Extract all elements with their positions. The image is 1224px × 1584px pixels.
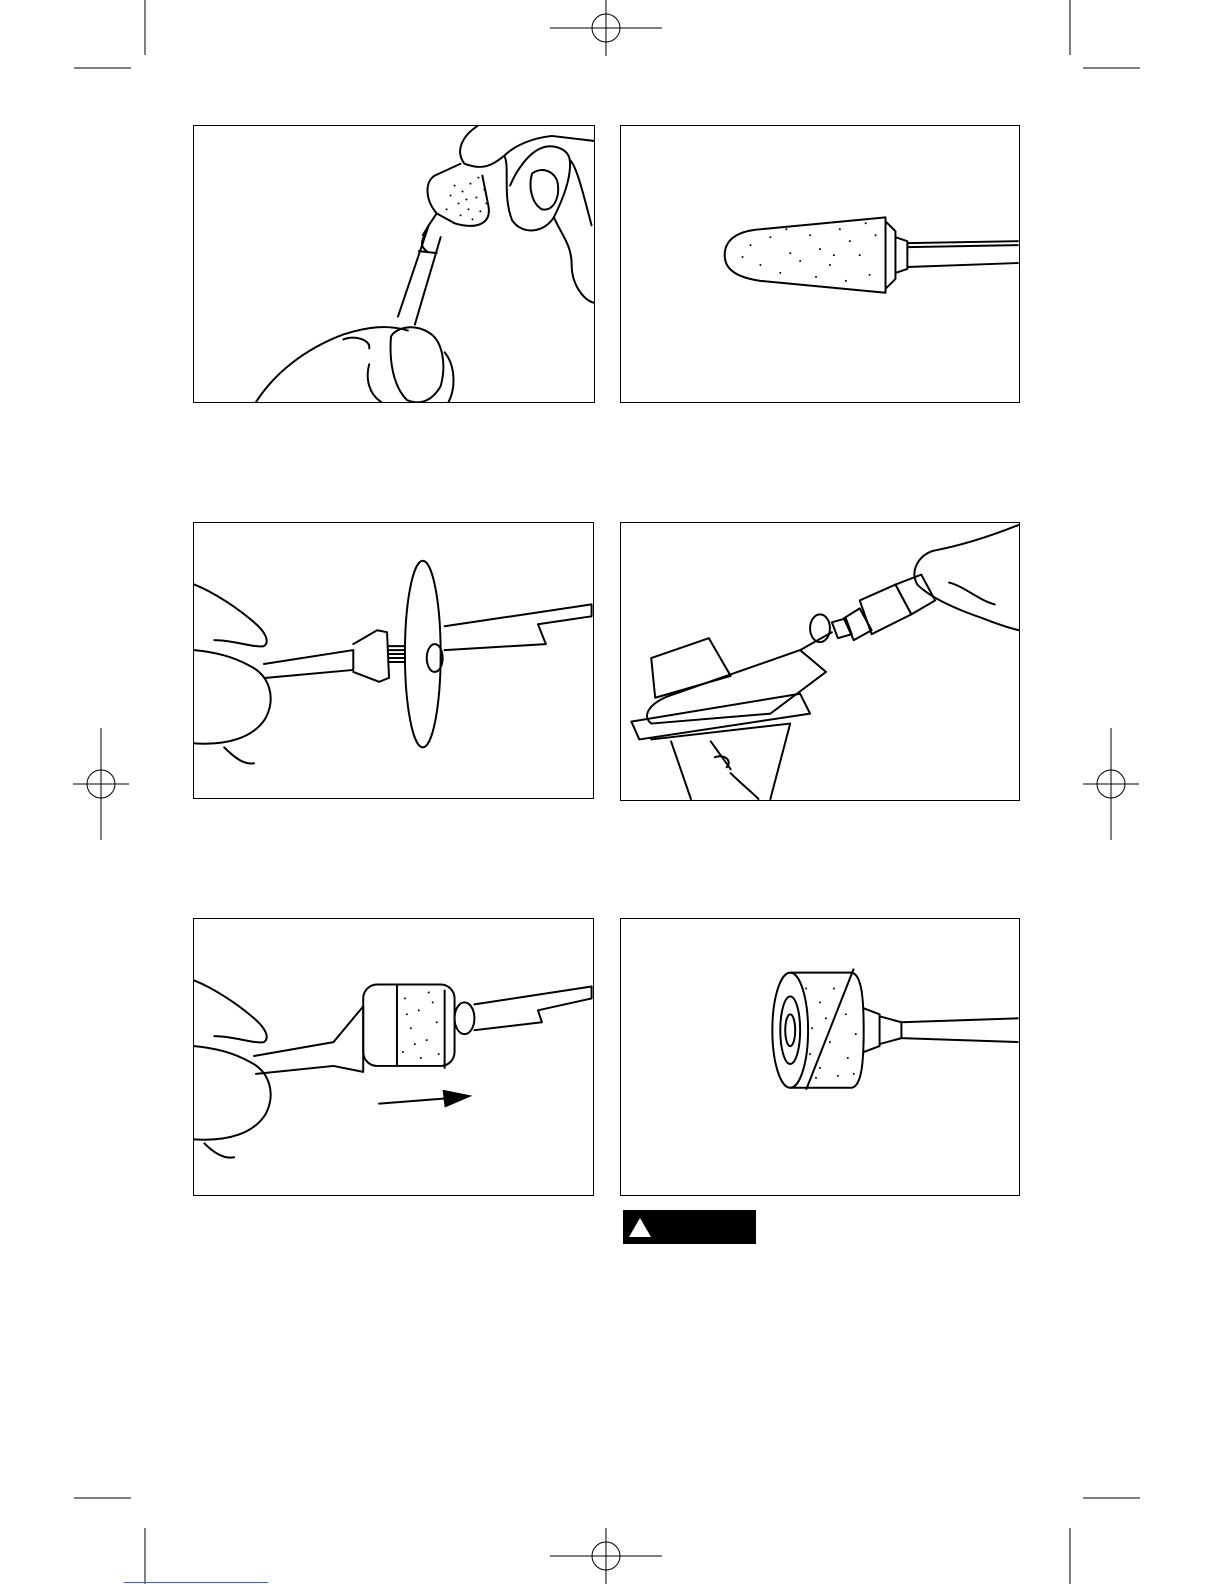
figure-hands-threading-grinding-stone [193, 125, 595, 403]
registration-target-top [550, 0, 662, 56]
cutting-wheel-illustration [194, 523, 593, 798]
band-grit-texture [402, 991, 440, 1059]
hands-grinding-stone-illustration [194, 126, 594, 402]
figure-rotary-tool-cutting-in-vise [620, 522, 1020, 801]
drum-grit-texture [805, 988, 857, 1079]
warning-triangle-icon [629, 1218, 651, 1237]
sanding-drum-illustration [621, 919, 1019, 1195]
stone-grit-texture [742, 222, 877, 282]
figure-grinding-stone-on-mandrel [620, 125, 1020, 403]
registration-target-left [73, 728, 129, 840]
registration-target-right [1083, 728, 1139, 840]
rotary-tool-vise-illustration [621, 523, 1019, 800]
footer-link-line [124, 1582, 268, 1583]
registration-target-bottom [550, 1528, 662, 1584]
figure-sanding-drum-on-mandrel [620, 918, 1020, 1196]
figure-cutting-wheel-on-mandrel [193, 522, 594, 799]
figure-sanding-band-on-drum [193, 918, 594, 1196]
sanding-band-illustration [194, 919, 593, 1195]
warning-badge [623, 1210, 756, 1244]
grinding-stone-illustration [621, 126, 1019, 402]
